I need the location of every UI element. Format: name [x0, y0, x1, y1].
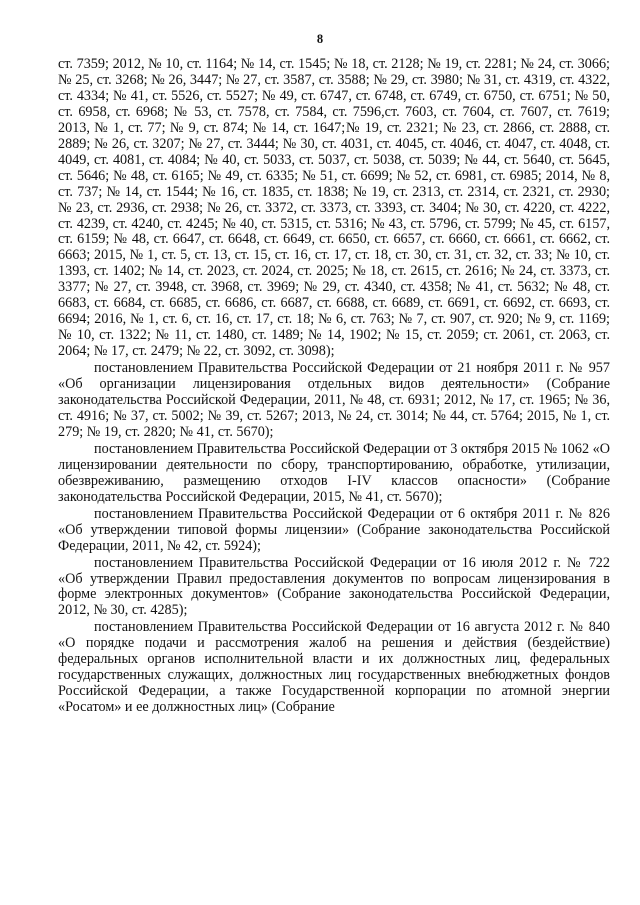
page-number: 8: [316, 32, 324, 46]
document-body: [58, 57, 610, 717]
paragraph-citations: ст. 7359; 2012, № 10, ст. 1164; № 14, ст. 1545; № 18, ст. 2128; № 19, ст. 2281; № 24, ст. 3066; № 25, ст. 3268; № 26, 3447; № 27, ст. 3587, ст. 3588; № 29, ст. 3980; № 31, ст. 4319, ст. 4322, ст. 4334; № 41, ст. 5526, ст. 5527; № 49, ст. 6747, ст. 6748, ст. 6749, ст. 6750, ст. 6751; № 50, ст. 6958, ст. 6968; № 53, ст. 7578, ст. 7584, ст. 7596,ст. 7603, ст. 7604, ст. 7607, ст. 7619; 2013, № 1, ст. 77; № 9, ст. 874; № 14, ст. 1647;№ 19, ст. 2321; № 23, ст. 2866, ст. 2888, ст. 2889; № 26, ст. 3207; № 27, ст. 3444; № 30, ст. 4031, ст. 4045, ст. 4046, ст. 4047, ст. 4048, ст. 4049, ст. 4081, ст. 4084; № 40, ст. 5033, ст. 5037, ст. 5038, ст. 5039; № 44, ст. 5640, ст. 5645, ст. 5646; № 48, ст. 6165; № 49, ст. 6335; № 51, ст. 6699; № 52, ст. 6981, ст. 6985; 2014, № 8, ст. 737; № 14, ст. 1544; № 16, ст. 1835, ст. 1838; № 19, ст. 2313, ст. 2314, ст. 2321, ст. 2930; № 23, ст. 2936, ст. 2938; № 26, ст. 3372, ст. 3373, ст. 3393, ст. 3404; № 30, ст. 4220, ст. 4222, ст. 4239, ст. 4240, ст. 4245; № 40, ст. 5315, ст. 5316; № 43, ст. 5796, ст. 5799; № 45, ст. 6157, ст. 6159; № 48, ст. 6647, ст. 6648, ст. 6649, ст. 6650, ст. 6657, ст. 6660, ст. 6661, ст. 6662, ст. 6663; 2015, № 1, ст. 5, ст. 13, ст. 15, ст. 16, ст. 17, ст. 18, ст. 30, ст. 31, ст. 32, ст. 33; № 10, ст. 1393, ст. 1402; № 14, ст. 2023, ст. 2024, ст. 2025; № 18, ст. 2615, ст. 2616; № 24, ст. 3373, ст. 3377; № 27, ст. 3948, ст. 3968, ст. 3969; № 29, ст. 4340, ст. 4358; № 41, ст. 5632; № 48, ст. 6683, ст. 6684, ст. 6685, ст. 6686, ст. 6687, ст. 6688, ст. 6689, ст. 6691, ст. 6692, ст. 6693, ст. 6694; 2016, № 1, ст. 6, ст. 16, ст. 17, ст. 18; № 6, ст. 763; № 7, ст. 907, ст. 920; № 9, ст. 1169; № 10, ст. 1322; № 11, ст. 1480, ст. 1489; № 14, 1902; № 15, ст. 2059; ст. 2061, ст. 2063, ст. 2064; № 17, ст. 2479; № 22, ст. 3092, ст. 3098);: [58, 56, 610, 360]
paragraph-resolution-957: постановлением Правительства Российской Федерации от 21 ноября 2011 г. № 957 «Об организации лицензирования отдельных видов деятельности» (Собрание законодательства Российской Федерации, 2011, № 48, ст. 6931; 2012, № 17, ст. 1965; № 36, ст. 4916; № 37, ст. 5002; № 39, ст. 5267; 2013, № 24, ст. 3014; № 44, ст. 5764; 2015, № 1, ст. 279; № 19, ст. 2820; № 41, ст. 5670);: [58, 360, 610, 440]
paragraph-resolution-840: постановлением Правительства Российской Федерации от 16 августа 2012 г. № 840 «О порядке подачи и рассмотрения жалоб на решения и действия (бездействие) федеральных органов исполнительной власти и их должностных лиц, федеральных государственных служащих, должностных лиц государственных внебюджетных фондов Российской Федерации, а также Государственной корпорации по атомной энергии «Росатом» и ее должностных лиц» (Собрание: [58, 619, 610, 716]
paragraph-resolution-826: постановлением Правительства Российской Федерации от 6 октября 2011 г. № 826 «Об утверждении типовой формы лицензии» (Собрание законодательства Российской Федерации, 2011, № 42, ст. 5924);: [58, 505, 610, 554]
paragraph-resolution-722: постановлением Правительства Российской Федерации от 16 июля 2012 г. № 722 «Об утверждении Правил предоставления документов по вопросам лицензирования в форме электронных документов» (Собрание законодательства Российской Федерации, 2012, № 30, ст. 4285);: [58, 554, 610, 619]
paragraph-resolution-1062: постановлением Правительства Российской Федерации от 3 октября 2015 № 1062 «О лицензировании деятельности по сбору, транспортированию, обработке, утилизации, обезвреживанию, размещению отходов I-IV классов опасности» (Собрание законодательства Российской Федерации, 2015, № 41, ст. 5670);: [58, 440, 610, 505]
